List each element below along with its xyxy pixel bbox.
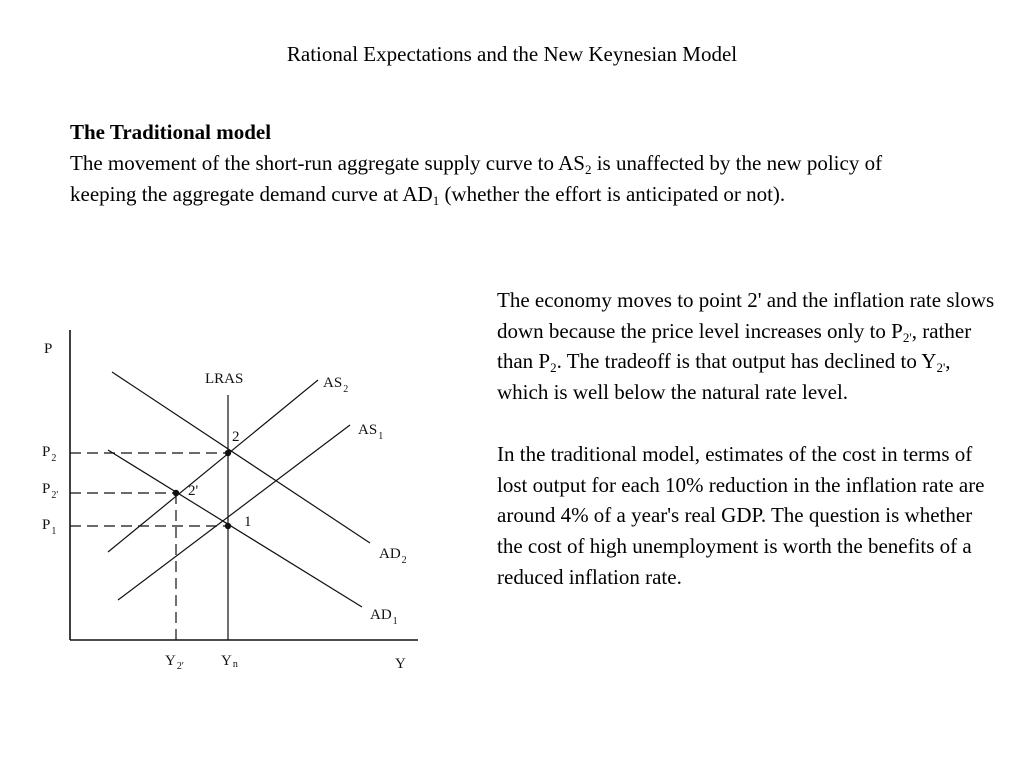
explanation-paragraph-1: The economy moves to point 2' and the inflation rate slows down because the price level increases only to $P_{2'}$, rather than $P_2$. The tradeoff is that output has declined to $Y_{2'}$, which is well below the natural rate level. (497, 288, 995, 405)
as1-curve (118, 425, 350, 600)
ad1-curve (108, 450, 362, 607)
explanation-paragraph-2: In the traditional model, estimates of the cost in terms of lost output for each 10% reduction in the inflation rate are around 4% of a year's real GDP. The question is whether the cost of high unemployment is worth the benefits of a reduced inflation rate. (497, 441, 985, 589)
point-2prime-label: 2' (188, 483, 199, 499)
point-1-dot (225, 523, 231, 529)
p2prime-label: $P_{2'}$ (42, 481, 59, 501)
y2prime-label: $Y_{2'}$ (165, 653, 184, 672)
as1-label: $AS_1$ (358, 422, 384, 442)
p1-label: $P_1$ (42, 517, 57, 537)
ad1-label: $AD_1$ (370, 607, 398, 627)
y-axis-label: Y (395, 656, 406, 672)
section-heading: The Traditional model (70, 120, 272, 144)
intro-paragraph: The movement of the short-run aggregate supply curve to $AS_2$ is unaffected by the new policy of keeping the aggregate demand curve at $AD_1$ (whether the effort is anticipated or not). (70, 151, 883, 208)
point-2-label: 2 (232, 429, 240, 445)
yn-label: Yn (221, 653, 238, 670)
p-axis-label: P (44, 341, 53, 357)
point-2prime-dot (173, 490, 179, 496)
ad2-label: $AD_2$ (379, 546, 407, 566)
point-2-dot (225, 450, 231, 456)
point-1-label: 1 (244, 514, 252, 530)
as2-label: $AS_2$ (323, 375, 349, 395)
lras-label: LRAS (205, 371, 244, 387)
page-title: Rational Expectations and the New Keynesian Model (286, 42, 738, 66)
p2-label: $P_2$ (42, 444, 57, 464)
